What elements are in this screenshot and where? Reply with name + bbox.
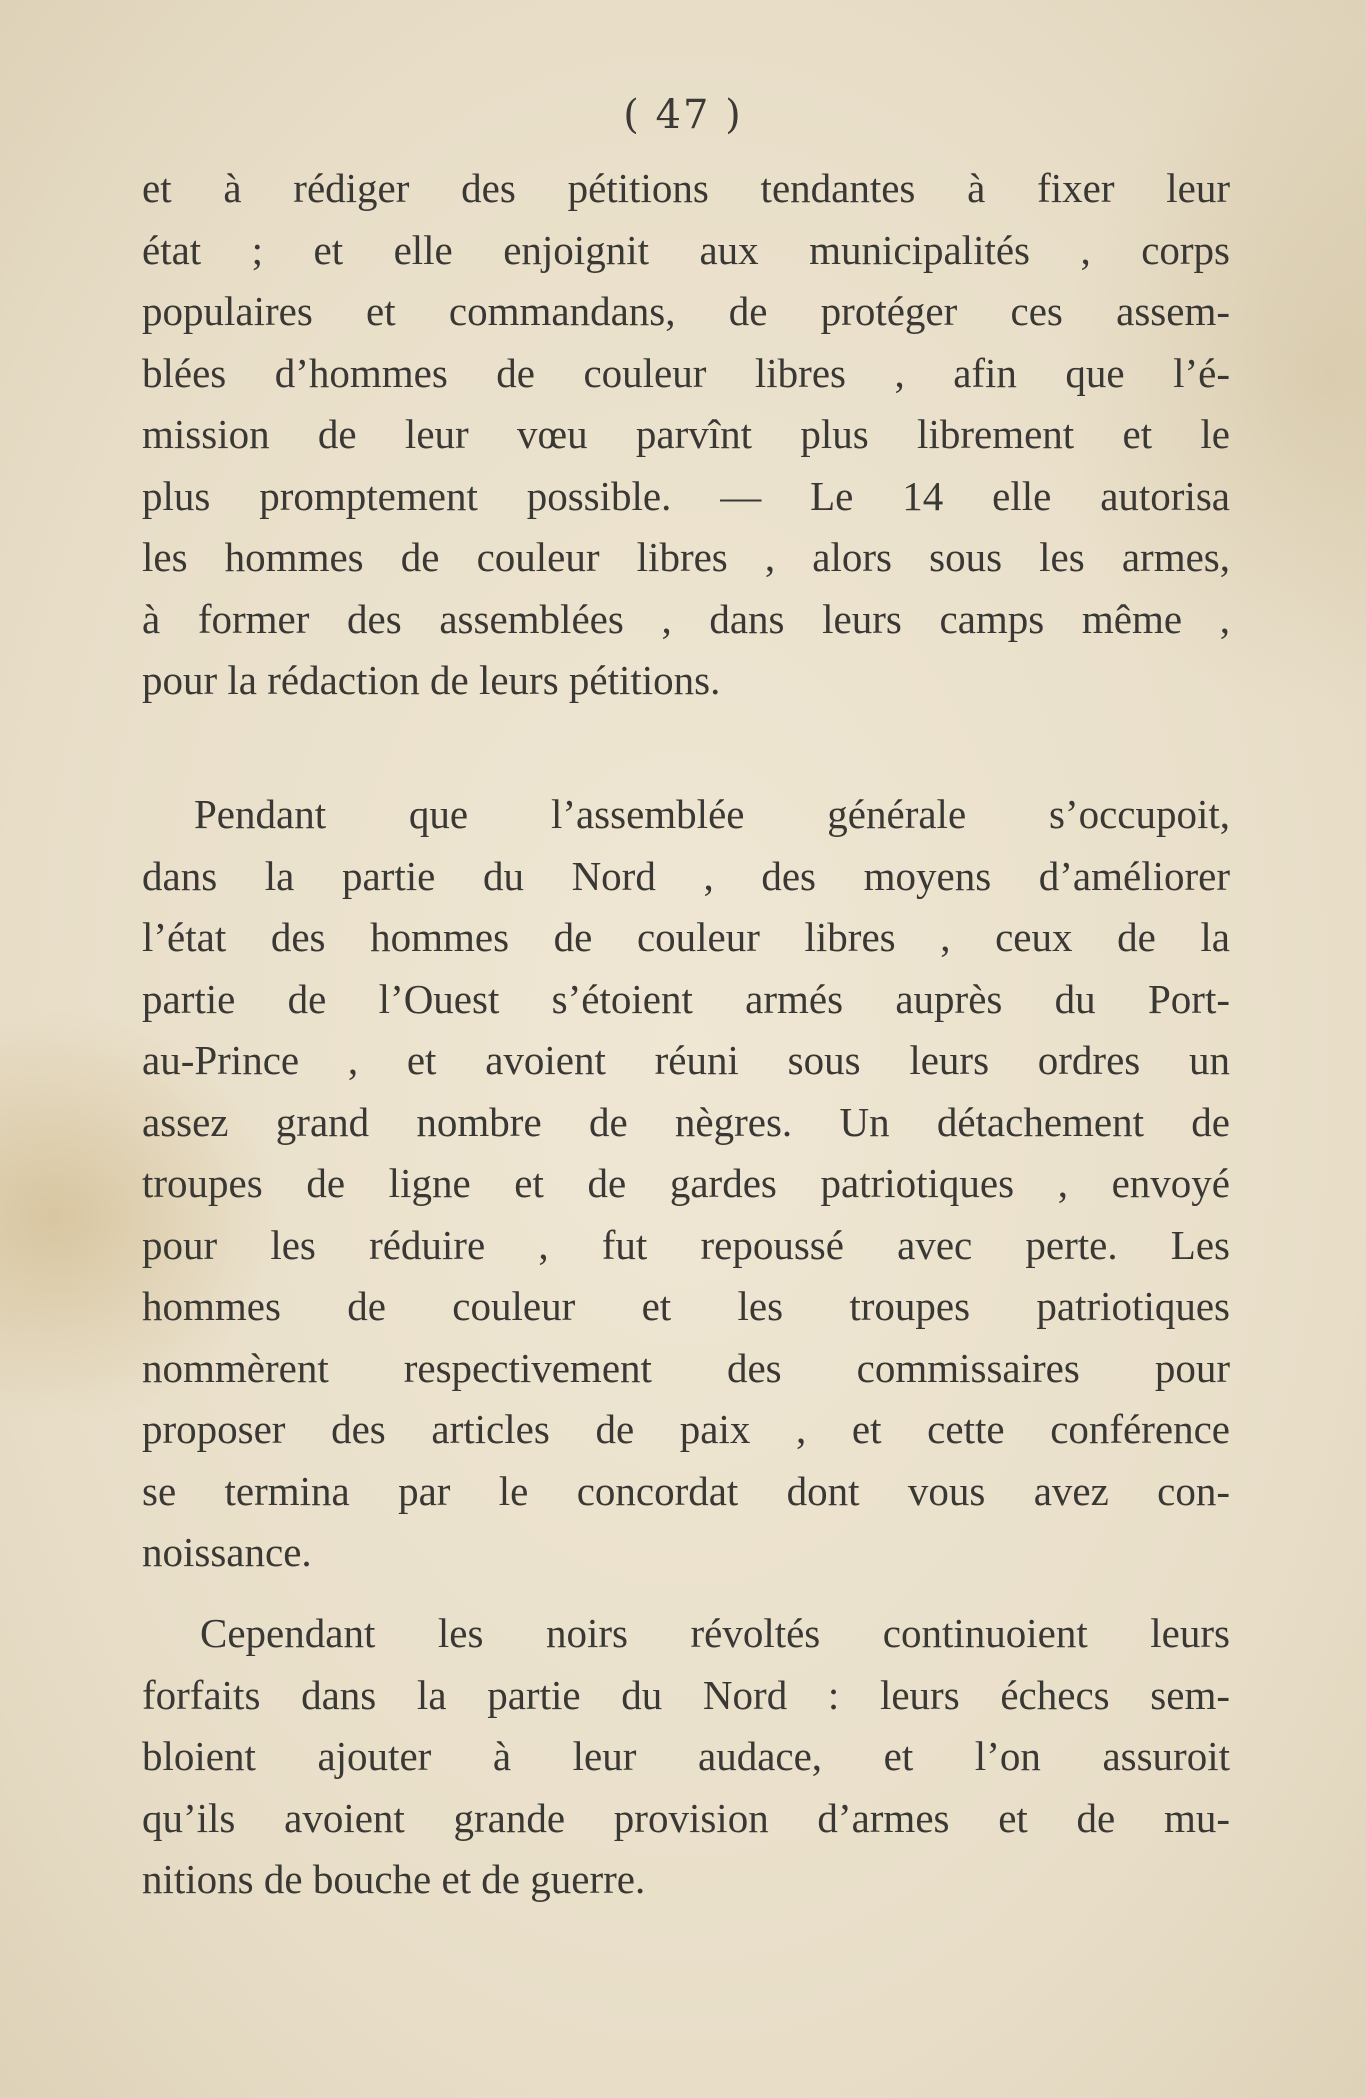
text-line: plus promptement possible. — Le 14 elle autorisa bbox=[142, 472, 1230, 519]
text-line: mission de leur vœu parvînt plus librement et le bbox=[142, 411, 1230, 457]
text-line: blées d’hommes de couleur libres , afin que l’é- bbox=[142, 349, 1230, 396]
text-line: à former des assemblées , dans leurs camps même , bbox=[142, 595, 1230, 642]
text-line: noissance. bbox=[142, 1529, 312, 1575]
text-line: forfaits dans la partie du Nord : leurs échecs sem- bbox=[142, 1671, 1230, 1718]
paragraph-1 bbox=[142, 158, 1230, 712]
text-line: état ; et elle enjoignit aux municipalités , corps bbox=[142, 226, 1230, 273]
text-line: bloient ajouter à leur audace, et l’on assuroit bbox=[142, 1733, 1230, 1779]
text-line: se termina par le concordat dont vous avez con- bbox=[142, 1467, 1230, 1514]
text-line: partie de l’Ouest s’étoient armés auprès du Port- bbox=[142, 975, 1230, 1022]
text-line: qu’ils avoient grande provision d’armes et de mu- bbox=[142, 1794, 1230, 1841]
text-line: assez grand nombre de nègres. Un détachement de bbox=[142, 1098, 1230, 1145]
paragraph-2 bbox=[142, 784, 1230, 1584]
text-line: nitions de bouche et de guerre. bbox=[142, 1856, 646, 1902]
text-line: Pendant que l’assemblée générale s’occupoit, bbox=[194, 791, 1230, 837]
text-line: pour les réduire , fut repoussé avec perte. Les bbox=[142, 1221, 1230, 1268]
text-line: populaires et commandans, de protéger ces assem- bbox=[142, 288, 1230, 334]
text-line: Cependant les noirs révoltés continuoient leurs bbox=[200, 1610, 1230, 1656]
page-number: ( 47 ) bbox=[623, 92, 743, 138]
text-line: hommes de couleur et les troupes patriotiques bbox=[142, 1283, 1230, 1329]
text-line: au-Prince , et avoient réuni sous leurs ordres un bbox=[142, 1037, 1230, 1083]
text-line: pour la rédaction de leurs pétitions. bbox=[142, 657, 721, 703]
text-line: les hommes de couleur libres , alors sous les armes, bbox=[142, 534, 1230, 580]
text-line: proposer des articles de paix , et cette conférence bbox=[142, 1406, 1230, 1452]
text-line: et à rédiger des pétitions tendantes à fixer leur bbox=[142, 165, 1230, 211]
text-line: nommèrent respectivement des commissaires pour bbox=[142, 1344, 1230, 1391]
text-line: troupes de ligne et de gardes patriotiques , envoyé bbox=[142, 1160, 1230, 1206]
text-line: l’état des hommes de couleur libres , ceux de la bbox=[142, 914, 1230, 960]
text-line: dans la partie du Nord , des moyens d’améliorer bbox=[142, 852, 1230, 899]
paragraph-3 bbox=[142, 1603, 1230, 1911]
